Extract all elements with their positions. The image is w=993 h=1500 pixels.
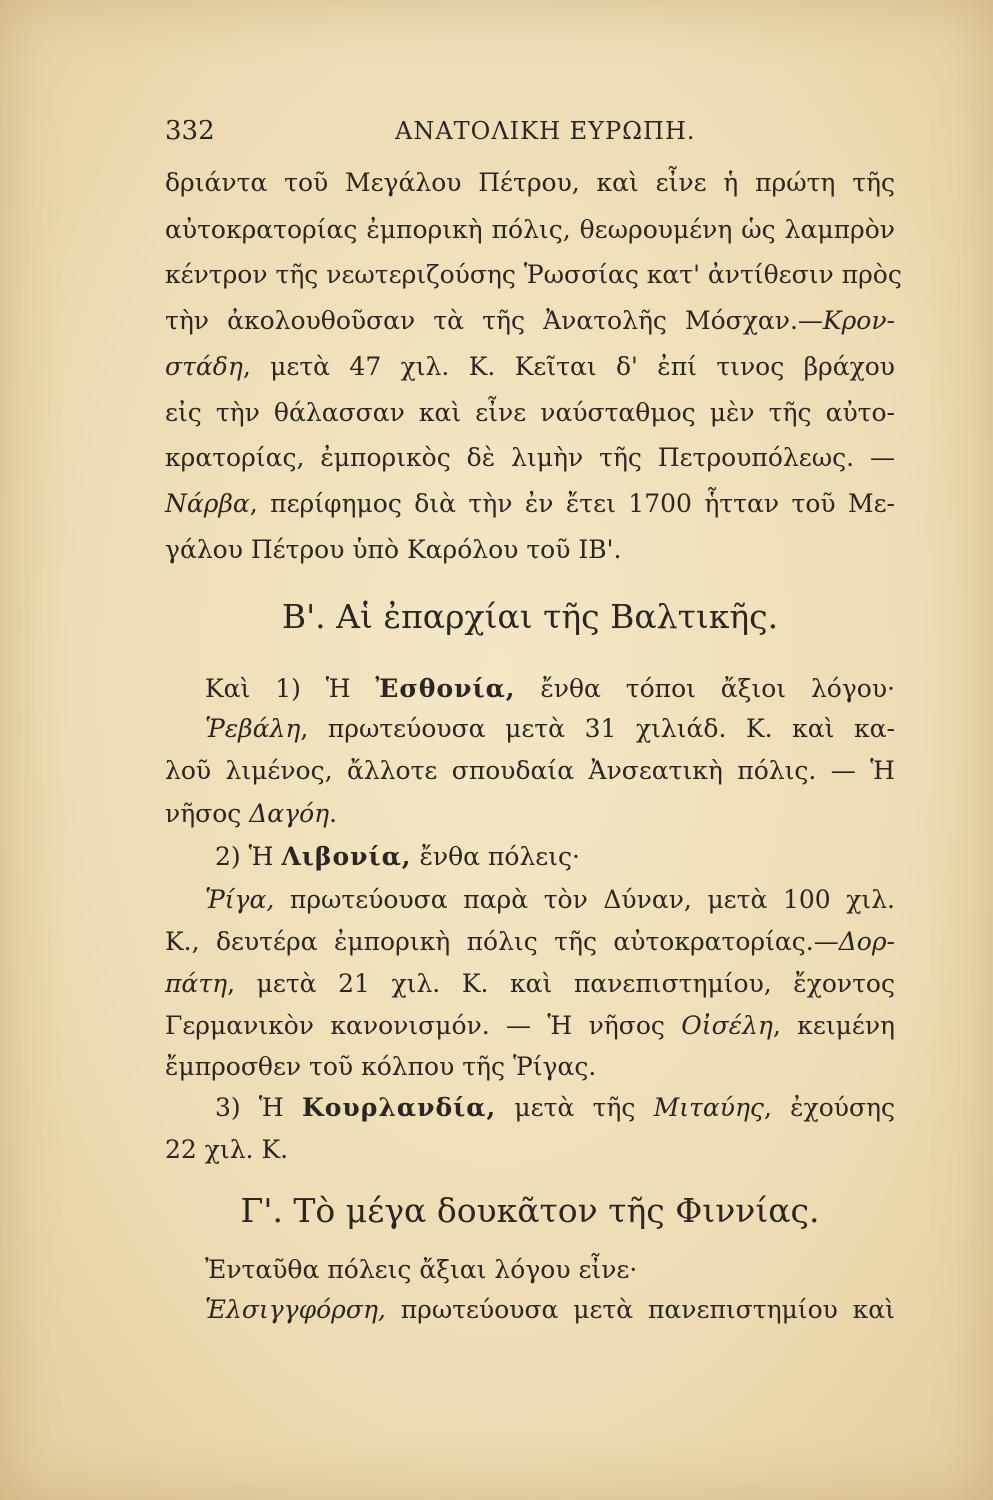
text-segment: τὴν ἀκολουθοῦσαν τὰ τῆς Ἀνατολῆς Μόσχαν.—	[165, 306, 823, 335]
place-name-dago: Δαγόη	[249, 799, 330, 828]
place-name-kronstadt-end: στάδη	[165, 352, 243, 381]
text-segment: πρωτεύουσα παρὰ τὸν Δύναν, μετὰ 100 χιλ.	[274, 885, 895, 914]
page-number: 332	[165, 116, 215, 146]
text-segment: μετὰ τῆς	[496, 1093, 654, 1122]
text-segment: πρωτεύουσα μετὰ πανεπιστημίου καὶ	[385, 1295, 895, 1324]
text-line-8	[165, 487, 895, 521]
text-segment: Καὶ 1) Ἡ	[205, 674, 376, 703]
place-name-dorpat: Δορ-	[838, 927, 895, 956]
place-name-riga: Ῥίγα,	[205, 885, 275, 914]
text-segment: ἔνθα τόποι ἄξιοι λόγου·	[515, 674, 895, 703]
text-line-11	[205, 712, 895, 746]
text-segment: νῆσος	[165, 799, 250, 828]
place-name-reval: Ῥεβάλη	[205, 714, 301, 743]
place-name-mitau: Μιταύης	[653, 1093, 764, 1122]
text-line-13	[165, 797, 895, 831]
text-line-15	[205, 883, 895, 917]
text-segment: ἔνθα πόλεις·	[411, 842, 580, 871]
text-line-6: εἰς τὴν θάλασσαν καὶ εἶνε ναύσταθμος μὲν τῆς αὐτο-	[165, 398, 895, 427]
text-line-4	[165, 304, 895, 338]
text-segment: Κ., δευτέρα ἐμπορικὴ πόλις τῆς αὐτοκρατορίας.—	[165, 927, 839, 956]
section-heading-baltic: Β'. Αἱ ἐπαρχίαι τῆς Βαλτικῆς.	[281, 597, 779, 636]
place-name-narva: Νάρβα	[165, 489, 250, 518]
running-title: ΑΝΑΤΟΛΙΚΗ ΕΥΡΩΠΗ.	[395, 117, 696, 145]
text-line-14	[215, 840, 895, 874]
region-name-estonia: Ἐσθονία,	[375, 674, 516, 703]
text-segment: , μετὰ 21 χιλ. Κ. καὶ πανεπιστημίου, ἔχοντος	[227, 969, 895, 998]
text-line-21: 22 χιλ. Κ.	[165, 1135, 289, 1164]
text-line-3: κέντρον τῆς νεωτεριζούσης Ῥωσσίας κατ' ἀντίθεσιν πρὸς	[165, 260, 902, 289]
place-name-oesel: Οἰσέλη	[681, 1011, 773, 1040]
text-segment: , πρωτεύουσα μετὰ 31 χιλιάδ. Κ. καὶ κα-	[300, 714, 895, 743]
text-line-5	[165, 350, 895, 384]
place-name-helsingfors: Ἑλσιγγφόρση,	[205, 1295, 386, 1324]
text-line-16	[165, 925, 895, 959]
text-segment: , κειμένη	[772, 1011, 895, 1040]
section-heading-finland: Γ'. Τὸ μέγα δουκᾶτον τῆς Φιννίας.	[240, 1191, 820, 1230]
text-line-9: γάλου Πέτρου ὑπὸ Καρόλου τοῦ ΙΒ'.	[165, 535, 622, 564]
text-line-22: Ἐνταῦθα πόλεις ἄξιαι λόγου εἶνε·	[205, 1255, 638, 1284]
text-segment: 3) Ἡ	[215, 1093, 302, 1122]
text-segment: .	[329, 799, 338, 828]
page-header	[165, 114, 895, 148]
text-segment: Γερμανικὸν κανονισμόν. — Ἡ νῆσος	[165, 1011, 682, 1040]
text-line-1: δριάντα τοῦ Μεγάλου Πέτρου, καὶ εἶνε ἡ πρώτη τῆς	[165, 168, 895, 197]
text-line-2: αὐτοκρατορίας ἐμπορικὴ πόλις, θεωρουμένη ὡς λαμπρὸν	[165, 215, 895, 244]
text-line-7: κρατορίας, ἐμπορικὸς δὲ λιμὴν τῆς Πετρουπόλεως. —	[165, 443, 895, 472]
text-line-17	[165, 967, 895, 1001]
text-segment: , μετὰ 47 χιλ. Κ. Κεῖται δ' ἐπί τινος βράχου	[242, 352, 895, 381]
text-line-23	[205, 1293, 895, 1327]
region-name-courland: Κουρλανδία,	[301, 1093, 497, 1122]
text-segment: , ἐχούσης	[763, 1093, 895, 1122]
text-segment: 2) Ἡ	[215, 842, 282, 871]
text-line-20	[215, 1091, 895, 1125]
place-name-kronstadt: Κρον-	[822, 306, 895, 335]
text-line-18	[165, 1009, 895, 1043]
place-name-dorpat-end: πάτη	[165, 969, 228, 998]
text-segment: , περίφημος διὰ τὴν ἐν ἔτει 1700 ἧτταν τοῦ Με-	[249, 489, 895, 518]
text-line-12: λοῦ λιμένος, ἄλλοτε σπουδαία Ἀνσεατικὴ πόλις. — Ἡ	[165, 756, 895, 785]
text-line-19: ἔμπροσθεν τοῦ κόλπου τῆς Ῥίγας.	[165, 1052, 597, 1081]
text-line-10	[205, 672, 895, 706]
region-name-livonia: Λιβονία,	[281, 842, 412, 871]
